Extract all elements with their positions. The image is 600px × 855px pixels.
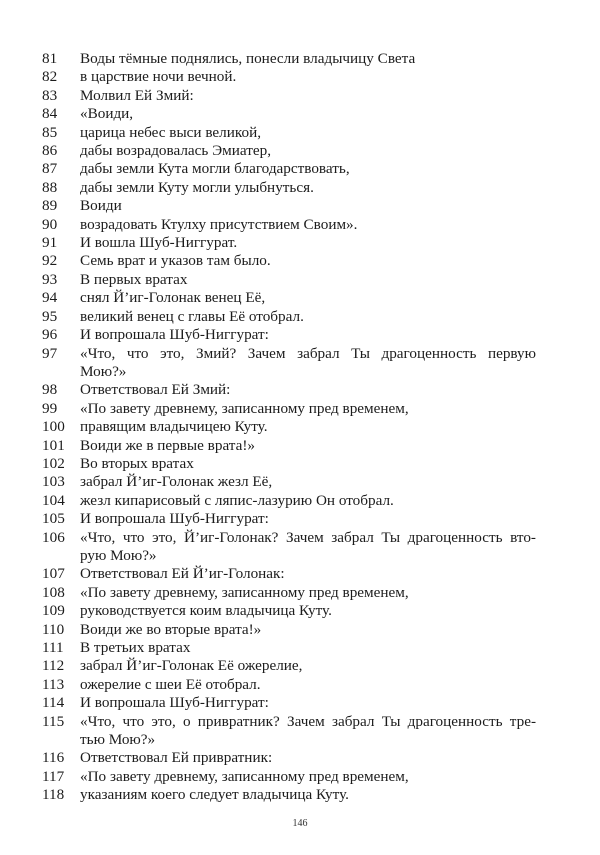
verse-number: 105 [42, 510, 65, 528]
verse-line [40, 179, 536, 197]
verse-text [80, 124, 536, 142]
verse-text-line: И вопрошала Шуб-Ниггурат: [80, 694, 269, 712]
verse-text-line: Воды тёмные поднялись, понесли владычицу Света [80, 50, 416, 67]
verse-text-line: «Что, что это, Й’иг-Голонак? Зачем забрал Ты драгоценность вто- [80, 528, 536, 546]
verse-number: 114 [42, 694, 65, 712]
verse-text [80, 418, 536, 436]
verse-text-line: ожерелие с шеи Её отобрал. [80, 675, 261, 693]
verse-number: 88 [42, 178, 58, 196]
verse-line [40, 473, 536, 491]
verse-line [40, 160, 536, 178]
verse-text-line: В третьих вратах [80, 639, 191, 656]
verse-line [40, 197, 536, 215]
verse-number: 90 [42, 215, 58, 233]
verse-text-line: «Что, что это, Змий? Зачем забрал Ты драгоценность первую [80, 344, 536, 362]
verse-number: 95 [42, 307, 58, 325]
verse-text-line: дабы земли Куту могли улыбнуться. [80, 178, 314, 196]
verse-text-line: Ответствовал Ей привратник: [80, 749, 273, 767]
verse-number: 87 [42, 160, 58, 178]
verse-line [40, 345, 536, 382]
verse-text [80, 455, 536, 473]
verse-text-line: тью Мою?» [80, 731, 156, 749]
verse-text [80, 142, 536, 160]
verse-line [40, 234, 536, 252]
verse-text-line: И вопрошала Шуб-Ниггурат: [80, 326, 269, 344]
verse-line [40, 68, 536, 86]
verse-line [40, 657, 536, 675]
verse-text-line: в царствие ночи вечной. [80, 68, 237, 86]
verse-number: 100 [42, 418, 65, 436]
verse-text-line: руководствуется коим владычица Куту. [80, 602, 332, 620]
verse-line [40, 492, 536, 510]
verse-number: 102 [42, 454, 65, 472]
verse-text [80, 639, 536, 657]
verse-text [80, 234, 536, 252]
verse-text [80, 308, 536, 326]
verse-text [80, 50, 536, 68]
verse-line [40, 768, 536, 786]
verse-number: 86 [42, 142, 58, 160]
verse-text-line: забрал Й’иг-Голонак жезл Её, [80, 473, 273, 491]
verse-text-line: царица небес выси великой, [80, 123, 262, 141]
verse-text [80, 381, 536, 399]
verse-text-line: Ответствовал Ей Й’иг-Голонак: [80, 565, 285, 583]
verse-text [80, 768, 536, 786]
verse-text-line: указаниям коего следует владычица Куту. [80, 786, 349, 804]
verse-text [80, 621, 536, 639]
verse-text [80, 584, 536, 602]
verse-line [40, 252, 536, 270]
verse-line [40, 639, 536, 657]
verse-text-line: рую Мою?» [80, 546, 157, 564]
verse-text-line: великий венец с главы Её отобрал. [80, 307, 304, 325]
verse-text-line: «По завету древнему, записанному пред временем, [80, 583, 409, 601]
verse-line [40, 271, 536, 289]
verse-line [40, 565, 536, 583]
verse-text [80, 345, 536, 382]
verse-text-line: «По завету древнему, записанному пред временем, [80, 767, 409, 785]
verse-text [80, 437, 536, 455]
verse-text [80, 492, 536, 510]
verse-number: 85 [42, 123, 58, 141]
verse-line [40, 87, 536, 105]
verse-text-line: снял Й’иг-Голонак венец Её, [80, 289, 266, 307]
verse-text [80, 271, 536, 289]
verse-text [80, 510, 536, 528]
verse-text [80, 676, 536, 694]
verse-number: 115 [42, 712, 65, 730]
verse-text-line: жезл кипарисовый с ляпис-лазурию Он отобрал. [80, 491, 394, 509]
verse-number: 103 [42, 473, 65, 491]
verse-line [40, 621, 536, 639]
verse-text-line: возрадовать Ктулху присутствием Своим». [80, 215, 358, 233]
verse-number: 84 [42, 105, 58, 123]
verse-text [80, 197, 536, 215]
verse-text-line: И вопрошала Шуб-Ниггурат: [80, 510, 269, 528]
verse-line [40, 50, 536, 68]
verse-text-line: правящим владычицею Куту. [80, 418, 268, 436]
verse-text [80, 252, 536, 270]
verse-line [40, 142, 536, 160]
verse-line [40, 105, 536, 123]
verse-line [40, 786, 536, 804]
verse-number: 97 [42, 344, 58, 362]
verse-number: 109 [42, 602, 65, 620]
verse-text [80, 749, 536, 767]
verse-text-line: Молвил Ей Змий: [80, 86, 194, 104]
verse-number: 92 [42, 252, 58, 270]
verse-number: 93 [42, 270, 58, 288]
verse-text [80, 87, 536, 105]
verse-number: 98 [42, 381, 58, 399]
verse-text [80, 160, 536, 178]
verse-text [80, 786, 536, 804]
verse-line [40, 326, 536, 344]
verse-text [80, 179, 536, 197]
verse-text-line: «Что, что это, о привратник? Зачем забрал Ты драгоценность тре- [80, 712, 536, 730]
verse-number: 111 [42, 639, 64, 656]
verse-text-line: Во вторых вратах [80, 454, 194, 472]
verse-list [40, 50, 536, 805]
verse-number: 83 [42, 86, 58, 104]
verse-text-line: Мою?» [80, 362, 127, 380]
verse-line [40, 455, 536, 473]
verse-text-line: «По завету древнему, записанному пред временем, [80, 399, 409, 417]
verse-line [40, 713, 536, 750]
verse-number: 117 [42, 767, 65, 785]
verse-text [80, 602, 536, 620]
verse-line [40, 381, 536, 399]
verse-line [40, 216, 536, 234]
verse-line [40, 124, 536, 142]
verse-line [40, 418, 536, 436]
verse-number: 113 [42, 675, 65, 693]
verse-line [40, 749, 536, 767]
verse-line [40, 529, 536, 566]
verse-number: 116 [42, 749, 65, 767]
verse-text-line: Воиди [80, 197, 122, 215]
verse-text [80, 216, 536, 234]
verse-text [80, 400, 536, 418]
verse-number: 99 [42, 399, 58, 417]
verse-number: 112 [42, 657, 65, 675]
verse-text [80, 657, 536, 675]
verse-text [80, 694, 536, 712]
verse-text [80, 68, 536, 86]
verse-number: 110 [42, 620, 65, 638]
verse-number: 107 [42, 565, 65, 583]
verse-text [80, 326, 536, 344]
verse-text [80, 473, 536, 491]
verse-text-line: В первых вратах [80, 270, 188, 288]
verse-line [40, 289, 536, 307]
verse-number: 81 [42, 50, 58, 67]
verse-line [40, 308, 536, 326]
verse-line [40, 602, 536, 620]
verse-number: 104 [42, 491, 65, 509]
verse-line [40, 437, 536, 455]
verse-text-line: дабы возрадовалась Эмиатер, [80, 142, 272, 160]
verse-number: 89 [42, 197, 58, 215]
verse-line [40, 694, 536, 712]
verse-text [80, 713, 536, 750]
page-number: 146 [292, 818, 308, 829]
verse-line [40, 510, 536, 528]
verse-text-line: «Воиди, [80, 105, 134, 123]
verse-number: 118 [42, 786, 65, 804]
verse-number: 94 [42, 289, 58, 307]
verse-number: 108 [42, 583, 65, 601]
verse-line [40, 400, 536, 418]
verse-text [80, 529, 536, 566]
verse-text [80, 565, 536, 583]
verse-text [80, 105, 536, 123]
verse-number: 82 [42, 68, 58, 86]
verse-text-line: И вошла Шуб-Ниггурат. [80, 234, 238, 252]
verse-line [40, 584, 536, 602]
verse-text [80, 289, 536, 307]
verse-text-line: Воиди же в первые врата!» [80, 436, 256, 454]
verse-text-line: Ответствовал Ей Змий: [80, 381, 231, 399]
verse-line [40, 676, 536, 694]
verse-number: 91 [42, 234, 58, 252]
verse-text-line: Семь врат и указов там было. [80, 252, 271, 270]
verse-number: 106 [42, 528, 65, 546]
verse-number: 101 [42, 436, 65, 454]
verse-number: 96 [42, 326, 58, 344]
verse-text-line: забрал Й’иг-Голонак Её ожерелие, [80, 657, 303, 675]
verse-text-line: Воиди же во вторые врата!» [80, 620, 262, 638]
verse-text-line: дабы земли Кута могли благодарствовать, [80, 160, 350, 178]
